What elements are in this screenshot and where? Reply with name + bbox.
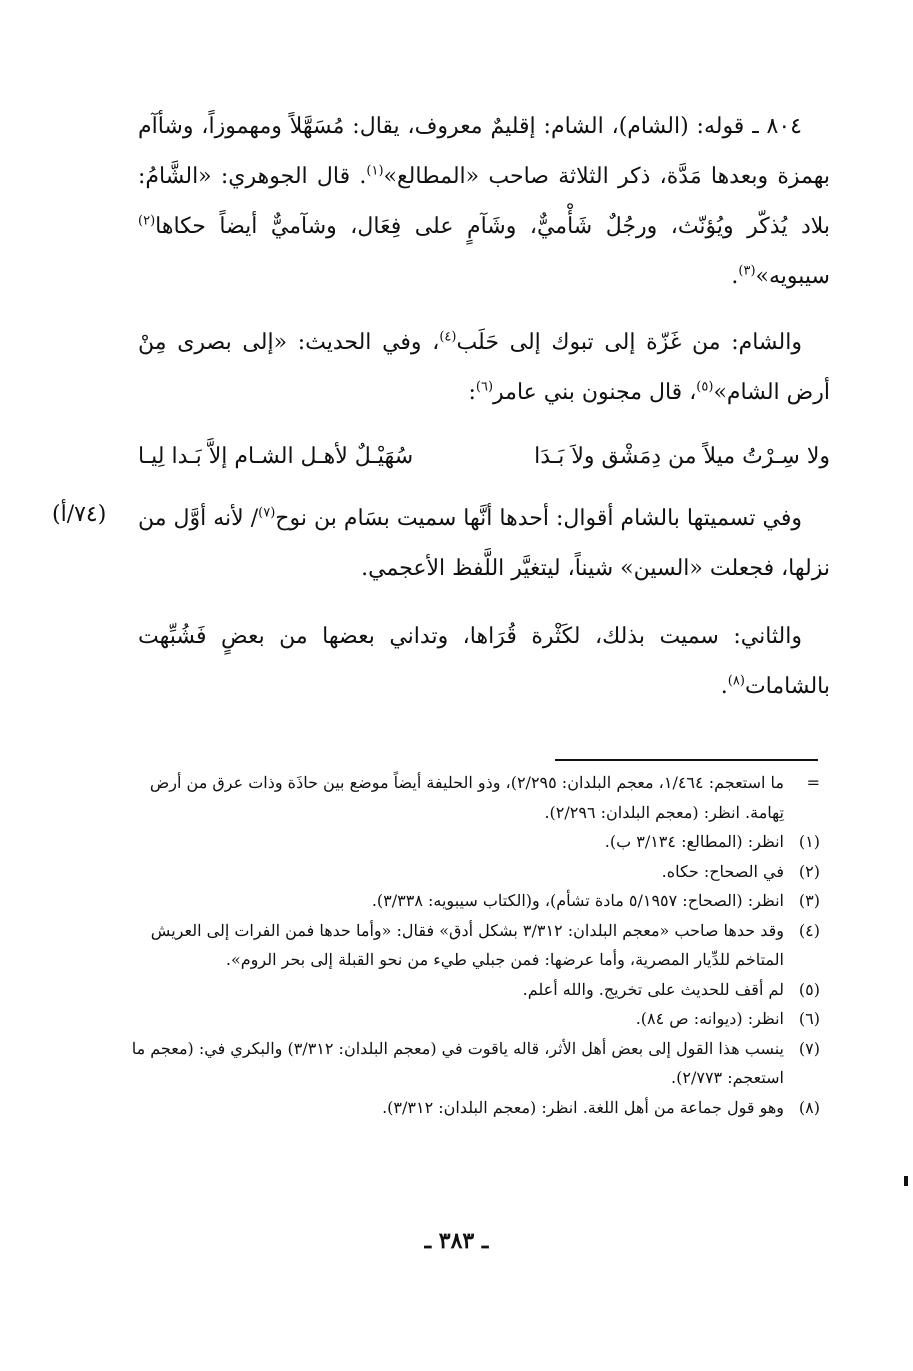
paragraph-text	[138, 102, 830, 302]
text-run: ، وفي الحديث: «إلى بصرى مِنْ أرض الشام»	[138, 330, 830, 405]
text-run: وفي تسميتها بالشام أقوال: أحدها أنَّها سميت بسَام بن نوح	[275, 506, 802, 531]
footnote-number: (٧)	[798, 1038, 820, 1058]
verse-first-hemistich: ولا سِـرْتُ ميلاً من دِمَشْق ولاَ بَـدَا	[534, 444, 830, 469]
text-run: .	[731, 264, 739, 289]
footnote-ref[interactable]: (٦)	[475, 379, 494, 395]
footnote-number: =	[806, 773, 820, 792]
footnote-4	[130, 916, 820, 975]
text-run: ٨٠٤ ـ قوله: (الشام)، الشام: إقليمٌ معروف، يقال: مُسَهَّلاً ومهموزاً، وشأآم بهمزة وبعدها مَدَّة، ذكر الثلاثة صاحب «المطالع»	[138, 114, 830, 189]
footnote-number: (٤)	[798, 920, 820, 940]
footnote-number: (٨)	[798, 1097, 820, 1117]
paragraph-second	[138, 612, 830, 712]
text-run: :	[468, 380, 476, 405]
footnote-text: انظر: (الصحاح: ٥/١٩٥٧ مادة تشأم)، و(الكتاب سيبويه: ٣/٣٣٨).	[371, 891, 784, 910]
paragraph-text	[138, 318, 830, 418]
footnote-number: (١)	[798, 832, 820, 851]
footnote-text: ينسب هذا القول إلى بعض أهل الأثر، قاله ياقوت في (معجم البلدان: ٣/٣١٢) والبكري في: (معجم ما استعجم: ٢/٧٧٣).	[131, 1038, 784, 1087]
footnote-text: ما استعجم: ١/٤٦٤، معجم البلدان: ٢/٢٩٥)، وذو الحليفة أيضاً موضع بين حاذَة وذات عرق من أرض تِهامة. انظر: (معجم البلدان: ٢/٢٩٦).	[149, 773, 784, 822]
footnote-text: انظر: (ديوانه: ص ٨٤).	[635, 1009, 784, 1028]
footnote-ref[interactable]: (٣)	[738, 263, 756, 279]
paragraph-naming	[138, 494, 830, 594]
footnote-text: لم أقف للحديث على تخريج. والله أعلم.	[522, 979, 784, 999]
footnote-continuation	[130, 768, 820, 827]
footnote-number: (٣)	[798, 891, 820, 910]
text-run: ، قال مجنون بني عامر	[493, 380, 697, 405]
poetry-verse	[138, 432, 830, 482]
paragraph-sham	[138, 318, 830, 418]
footnote-2	[130, 857, 820, 887]
manuscript-folio-ref: (٧٤/أ)	[52, 502, 107, 527]
footnote-5	[130, 975, 820, 1005]
footnote-ref[interactable]: (٢)	[138, 213, 156, 229]
footnote-number: (٥)	[798, 979, 820, 999]
footnote-6	[130, 1004, 820, 1034]
footnote-3	[130, 886, 820, 916]
page-number: ـ ٣٨٣ ـ	[424, 1228, 489, 1254]
paragraph-text	[138, 494, 830, 594]
text-run: والثاني: سميت بذلك، لكَثْرة قُرَاها، وتداني بعضها من بعضٍ فَشُبِّهت بالشامات	[138, 624, 830, 699]
text-run: .	[720, 674, 728, 699]
text-run: . قال الجوهري: «الشَّامُ: بلاد يُذكّر ويُؤنّث، ورجُلٌ شَأْميٌّ، وشَآمٍ على فِعَال، وشآميٌّ أيضاً حكاها	[138, 164, 830, 239]
footnote-text: وقد حدها صاحب «معجم البلدان: ٣/٣١٢ بشكل أدق» فقال: «وأما حدها فمن الفرات إلى العريش المتاخم للدِّيار المصرية، وأما عرضها: فمن جبلي طيء من نحو القبلة إلى بحر الروم».	[150, 920, 784, 969]
footnote-text: انظر: (المطالع: ٣/١٣٤ ب).	[604, 832, 784, 851]
footnotes	[130, 768, 820, 1122]
footnote-separator	[555, 759, 818, 761]
footnote-ref[interactable]: (١)	[366, 163, 384, 179]
footnote-7	[130, 1034, 820, 1093]
footnote-ref[interactable]: (٨)	[727, 673, 745, 689]
paragraph-text	[138, 612, 830, 712]
footnote-text: في الصحاح: حكاه.	[661, 861, 784, 881]
footnote-ref[interactable]: (٤)	[439, 329, 457, 345]
verse-second-hemistich: سُهَيْـلٌ لأهـل الشـام إلاَّ بَـدا لِيـا	[138, 444, 414, 469]
footnote-8	[130, 1093, 820, 1123]
text-run: سيبويه»	[755, 264, 830, 289]
footnote-1	[130, 827, 820, 857]
paragraph-804	[138, 102, 830, 302]
footnote-number: (٢)	[798, 861, 820, 881]
footnote-text: وهو قول جماعة من أهل اللغة. انظر: (معجم البلدان: ٣/٣١٢).	[382, 1097, 784, 1117]
scan-edge-mark	[904, 1176, 908, 1186]
text-run: / لأنه أوَّل من نزلها، فجعلت «السين» شيناً، ليتغيَّر اللَّفظ الأعجمي.	[138, 506, 830, 581]
footnote-ref[interactable]: (٥)	[696, 379, 714, 395]
footnote-number: (٦)	[798, 1009, 820, 1028]
footnote-ref[interactable]: (٧)	[258, 505, 276, 521]
text-run: والشام: من غَزّة إلى تبوك إلى حَلَب	[456, 330, 802, 355]
